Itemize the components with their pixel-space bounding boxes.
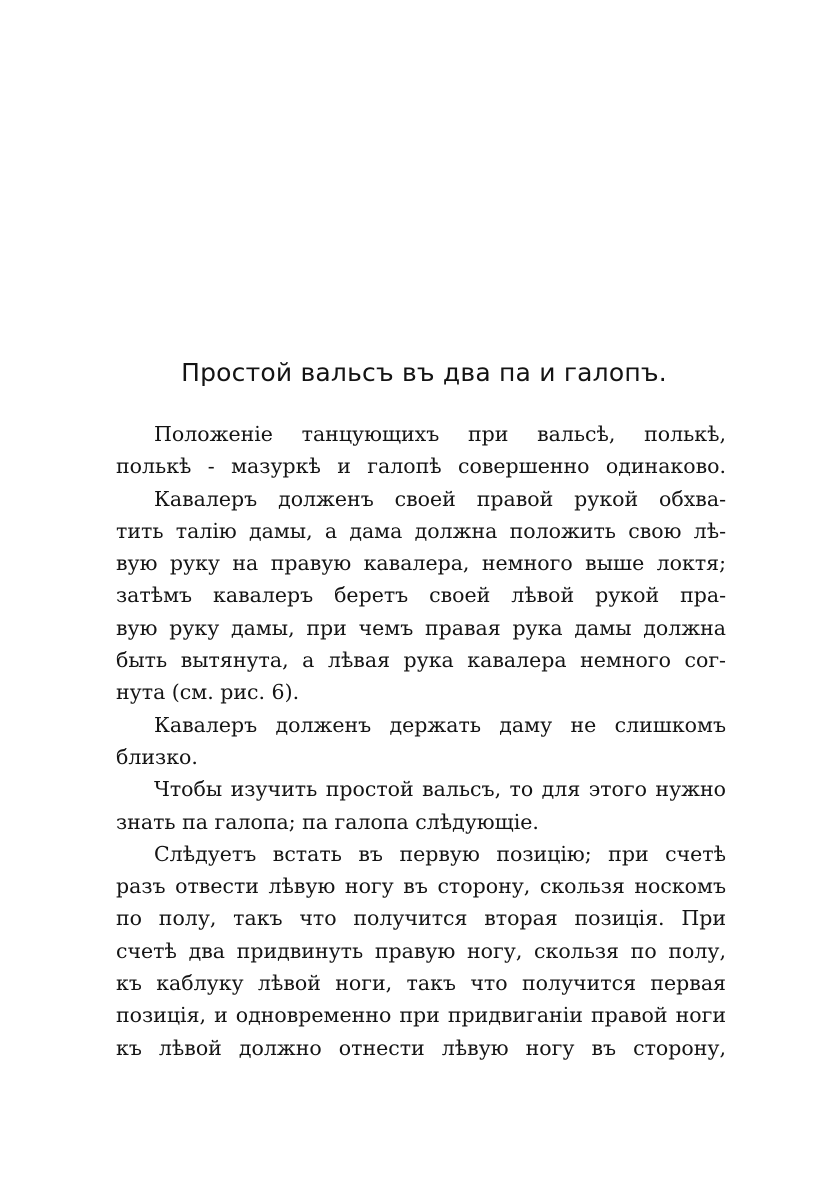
text-line: нута (см. рис. 6). [116, 680, 300, 705]
text-line: разъ отвести лѣвую ногу въ сторону, скользя носкомъ [116, 874, 726, 899]
text-line: счетѣ два придвинуть правую ногу, скользя по полу, [116, 938, 726, 963]
body-text [116, 418, 726, 1064]
text-line: по полу, такъ что получится вторая позиція. При [116, 906, 726, 931]
text-line: позиція, и одновременно при придвиганіи правой ноги [116, 1003, 726, 1028]
text-line: полькѣ - мазуркѣ и галопѣ совершенно одинаково. [116, 454, 726, 479]
text-line: Слѣдуетъ встать въ первую позицію; при счетѣ [154, 841, 726, 866]
text-line: близко. [116, 744, 198, 769]
text-line: вую руку на правую кавалера, немного выше локтя; [116, 551, 726, 576]
text-line: къ лѣвой должно отнести лѣвую ногу въ сторону, [116, 1035, 726, 1060]
text-line: Чтобы изучить простой вальсъ, то для этого нужно [154, 777, 726, 802]
text-line: быть вытянута, а лѣвая рука кавалера немного сог- [116, 648, 726, 673]
text-line: Кавалеръ долженъ своей правой рукой обхва- [154, 486, 726, 511]
text-line: затѣмъ кавалеръ беретъ своей лѣвой рукой пра- [116, 583, 726, 608]
section-heading: Простой вальсъ въ два па и галопъ. [181, 358, 667, 387]
text-line: Кавалеръ долженъ держать даму не слишкомъ [154, 712, 726, 737]
text-line: Положеніе танцующихъ при вальсѣ, полькѣ, [154, 422, 726, 446]
text-line: знать па галопа; па галопа слѣдующіе. [116, 809, 539, 834]
text-line: вую руку дамы, при чемъ правая рука дамы должна [116, 615, 726, 640]
text-line: къ каблуку лѣвой ноги, такъ что получится первая [116, 971, 726, 996]
text-line: тить талію дамы, а дама должна положить свою лѣ- [116, 518, 726, 543]
